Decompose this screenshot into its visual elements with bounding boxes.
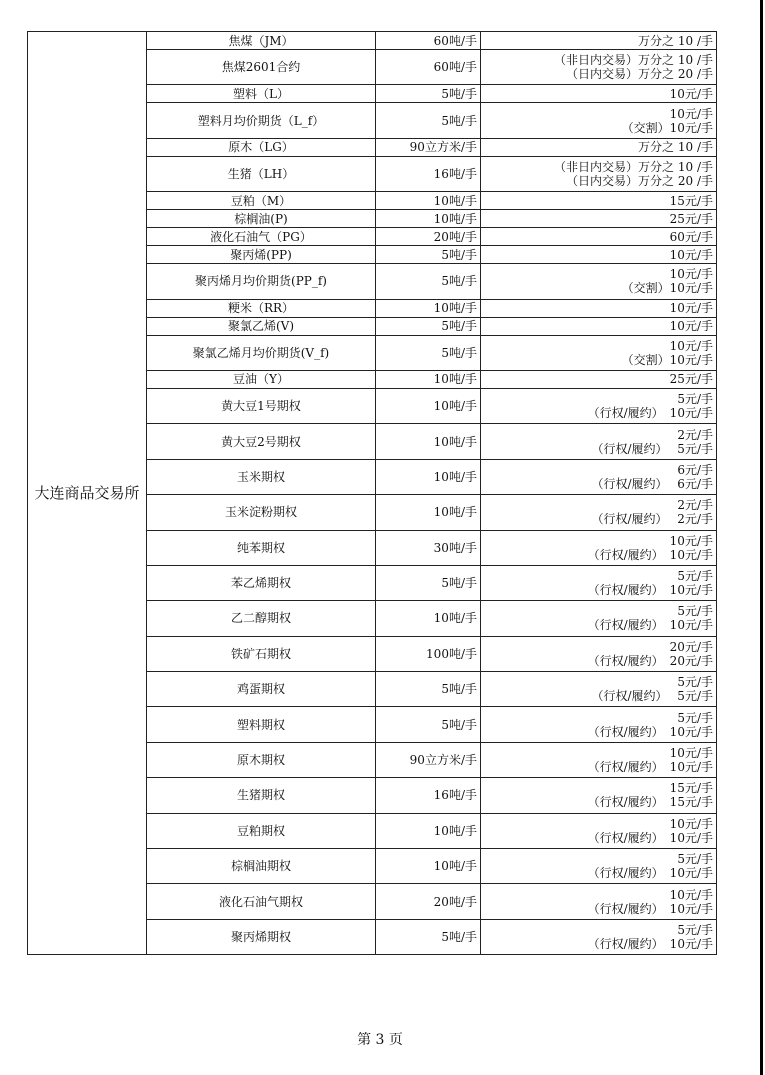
fee-line: （行权/履约） 10元/手	[587, 724, 713, 739]
trading-unit: 5吨/手	[376, 672, 481, 707]
product-name: 聚丙烯期权	[147, 919, 376, 954]
product-name: 焦煤（JM）	[147, 32, 376, 50]
trading-unit: 30吨/手	[376, 530, 481, 565]
fee-line: （行权/履约） 10元/手	[587, 547, 713, 562]
product-name: 棕榈油期权	[147, 849, 376, 884]
fee-line: （行权/履约） 10元/手	[587, 406, 713, 421]
fee-line: 10元/手	[669, 746, 713, 761]
exchange-name: 大连商品交易所	[28, 32, 147, 955]
fee-line: 10元/手	[669, 533, 713, 548]
trading-unit: 5吨/手	[376, 103, 481, 138]
fee-cell	[481, 495, 717, 530]
fee-cell	[481, 601, 717, 636]
product-name: 乙二醇期权	[147, 601, 376, 636]
product-name: 聚氯乙烯(V)	[147, 317, 376, 335]
trading-unit: 20吨/手	[376, 884, 481, 919]
fee-cell	[481, 459, 717, 494]
trading-unit: 10吨/手	[376, 459, 481, 494]
product-name: 豆粕（M）	[147, 192, 376, 210]
fee-line: （行权/履约） 10元/手	[587, 830, 713, 845]
product-name: 黄大豆1号期权	[147, 388, 376, 423]
product-name: 塑料月均价期货（L_f）	[147, 103, 376, 138]
trading-unit: 5吨/手	[376, 264, 481, 299]
fee-line: 5元/手	[677, 923, 713, 937]
trading-unit: 10吨/手	[376, 424, 481, 459]
fee-cell	[481, 50, 717, 85]
fee-cell	[481, 103, 717, 138]
product-name: 纯苯期权	[147, 530, 376, 565]
fee-line: 10元/手	[669, 816, 713, 831]
fee-cell	[481, 388, 717, 423]
fee-line: 10元/手	[669, 887, 713, 902]
trading-unit: 5吨/手	[376, 565, 481, 600]
fee-table	[27, 31, 717, 955]
fee-line: （行权/履约） 10元/手	[587, 760, 713, 775]
fee-cell	[481, 317, 717, 335]
fee-cell	[481, 32, 717, 50]
fee-line: 5元/手	[677, 569, 713, 584]
trading-unit: 5吨/手	[376, 317, 481, 335]
product-name: 玉米淀粉期权	[147, 495, 376, 530]
trading-unit: 5吨/手	[376, 335, 481, 370]
fee-cell	[481, 565, 717, 600]
fee-line: 5元/手	[677, 852, 713, 867]
trading-unit: 90立方米/手	[376, 138, 481, 156]
fee-cell	[481, 742, 717, 777]
fee-line: （行权/履约） 5元/手	[591, 689, 713, 704]
fee-line: （交割）10元/手	[621, 120, 713, 135]
fee-line: （行权/履约） 5元/手	[591, 441, 713, 456]
fee-cell	[481, 246, 717, 264]
trading-unit: 16吨/手	[376, 156, 481, 191]
trading-unit: 90立方米/手	[376, 742, 481, 777]
fee-line: （行权/履约） 10元/手	[587, 866, 713, 881]
trading-unit: 10吨/手	[376, 813, 481, 848]
fee-line: 60元/手	[669, 229, 713, 244]
fee-table-body	[28, 32, 717, 955]
fee-line: 10元/手	[669, 267, 713, 282]
trading-unit: 16吨/手	[376, 778, 481, 813]
fee-cell	[481, 672, 717, 707]
right-margin-rule	[760, 0, 763, 1075]
fee-line: 10元/手	[669, 247, 713, 262]
fee-cell	[481, 636, 717, 671]
fee-line: 万分之 10 /手	[638, 33, 713, 48]
product-name: 生猪期权	[147, 778, 376, 813]
fee-cell	[481, 192, 717, 210]
product-name: 原木（LG）	[147, 138, 376, 156]
trading-unit: 10吨/手	[376, 388, 481, 423]
trading-unit: 10吨/手	[376, 210, 481, 228]
fee-line: 2元/手	[677, 427, 713, 442]
trading-unit: 20吨/手	[376, 228, 481, 246]
fee-line: 10元/手	[669, 106, 713, 121]
fee-line: （非日内交易）万分之 10 /手	[554, 159, 713, 174]
trading-unit: 5吨/手	[376, 707, 481, 742]
fee-line: 15元/手	[669, 193, 713, 208]
trading-unit: 5吨/手	[376, 85, 481, 103]
fee-line: （行权/履约） 15元/手	[587, 795, 713, 810]
fee-cell	[481, 778, 717, 813]
fee-cell	[481, 370, 717, 388]
fee-line: （日内交易）万分之 20 /手	[566, 173, 713, 188]
fee-cell	[481, 530, 717, 565]
fee-cell	[481, 264, 717, 299]
fee-cell	[481, 813, 717, 848]
product-name: 生猪（LH）	[147, 156, 376, 191]
table-row	[28, 32, 717, 50]
fee-line: （行权/履约） 10元/手	[587, 901, 713, 916]
fee-line: 25元/手	[669, 211, 713, 226]
trading-unit: 10吨/手	[376, 192, 481, 210]
fee-line: （行权/履约） 6元/手	[591, 476, 713, 491]
fee-cell	[481, 707, 717, 742]
trading-unit: 100吨/手	[376, 636, 481, 671]
fee-line: 6元/手	[677, 462, 713, 477]
product-name: 塑料期权	[147, 707, 376, 742]
product-name: 铁矿石期权	[147, 636, 376, 671]
fee-line: 10元/手	[669, 319, 713, 334]
product-name: 液化石油气期权	[147, 884, 376, 919]
fee-cell	[481, 299, 717, 317]
fee-cell	[481, 210, 717, 228]
trading-unit: 60吨/手	[376, 50, 481, 85]
fee-line: 5元/手	[677, 675, 713, 690]
fee-line: 10元/手	[669, 301, 713, 316]
trading-unit: 60吨/手	[376, 32, 481, 50]
fee-line: 万分之 10 /手	[638, 140, 713, 155]
fee-line: 5元/手	[677, 604, 713, 619]
fee-line: （行权/履约） 10元/手	[587, 618, 713, 633]
fee-cell	[481, 424, 717, 459]
trading-unit: 10吨/手	[376, 370, 481, 388]
product-name: 玉米期权	[147, 459, 376, 494]
fee-cell	[481, 228, 717, 246]
fee-line: （交割）10元/手	[621, 281, 713, 296]
fee-line: （行权/履约） 2元/手	[591, 512, 713, 527]
fee-line: 15元/手	[669, 781, 713, 796]
product-name: 苯乙烯期权	[147, 565, 376, 600]
fee-cell	[481, 138, 717, 156]
fee-line: 20元/手	[669, 639, 713, 654]
product-name: 原木期权	[147, 742, 376, 777]
fee-cell	[481, 849, 717, 884]
fee-line: （日内交易）万分之 20 /手	[566, 67, 713, 82]
fee-line: （行权/履约） 10元/手	[587, 937, 713, 951]
fee-line: 5元/手	[677, 392, 713, 407]
fee-cell	[481, 156, 717, 191]
trading-unit: 5吨/手	[376, 246, 481, 264]
fee-line: （非日内交易）万分之 10 /手	[554, 53, 713, 68]
product-name: 黄大豆2号期权	[147, 424, 376, 459]
fee-line: 2元/手	[677, 498, 713, 513]
fee-line: 10元/手	[669, 338, 713, 353]
fee-line: （交割）10元/手	[621, 352, 713, 367]
fee-line: （行权/履约） 20元/手	[587, 653, 713, 668]
trading-unit: 10吨/手	[376, 601, 481, 636]
fee-cell	[481, 335, 717, 370]
fee-line: 10元/手	[669, 86, 713, 101]
fee-cell	[481, 919, 717, 954]
product-name: 粳米（RR）	[147, 299, 376, 317]
product-name: 聚氯乙烯月均价期货(V_f)	[147, 335, 376, 370]
product-name: 焦煤2601合约	[147, 50, 376, 85]
fee-line: 25元/手	[669, 372, 713, 387]
product-name: 豆油（Y）	[147, 370, 376, 388]
fee-line: （行权/履约） 10元/手	[587, 583, 713, 598]
trading-unit: 5吨/手	[376, 919, 481, 954]
product-name: 聚丙烯月均价期货(PP_f)	[147, 264, 376, 299]
product-name: 豆粕期权	[147, 813, 376, 848]
product-name: 塑料（L）	[147, 85, 376, 103]
product-name: 液化石油气（PG）	[147, 228, 376, 246]
trading-unit: 10吨/手	[376, 299, 481, 317]
trading-unit: 10吨/手	[376, 495, 481, 530]
product-name: 棕榈油(P)	[147, 210, 376, 228]
fee-cell	[481, 85, 717, 103]
product-name: 鸡蛋期权	[147, 672, 376, 707]
product-name: 聚丙烯(PP)	[147, 246, 376, 264]
fee-line: 5元/手	[677, 710, 713, 725]
page-footer: 第 3 页	[357, 1032, 403, 1048]
trading-unit: 10吨/手	[376, 849, 481, 884]
fee-cell	[481, 884, 717, 919]
